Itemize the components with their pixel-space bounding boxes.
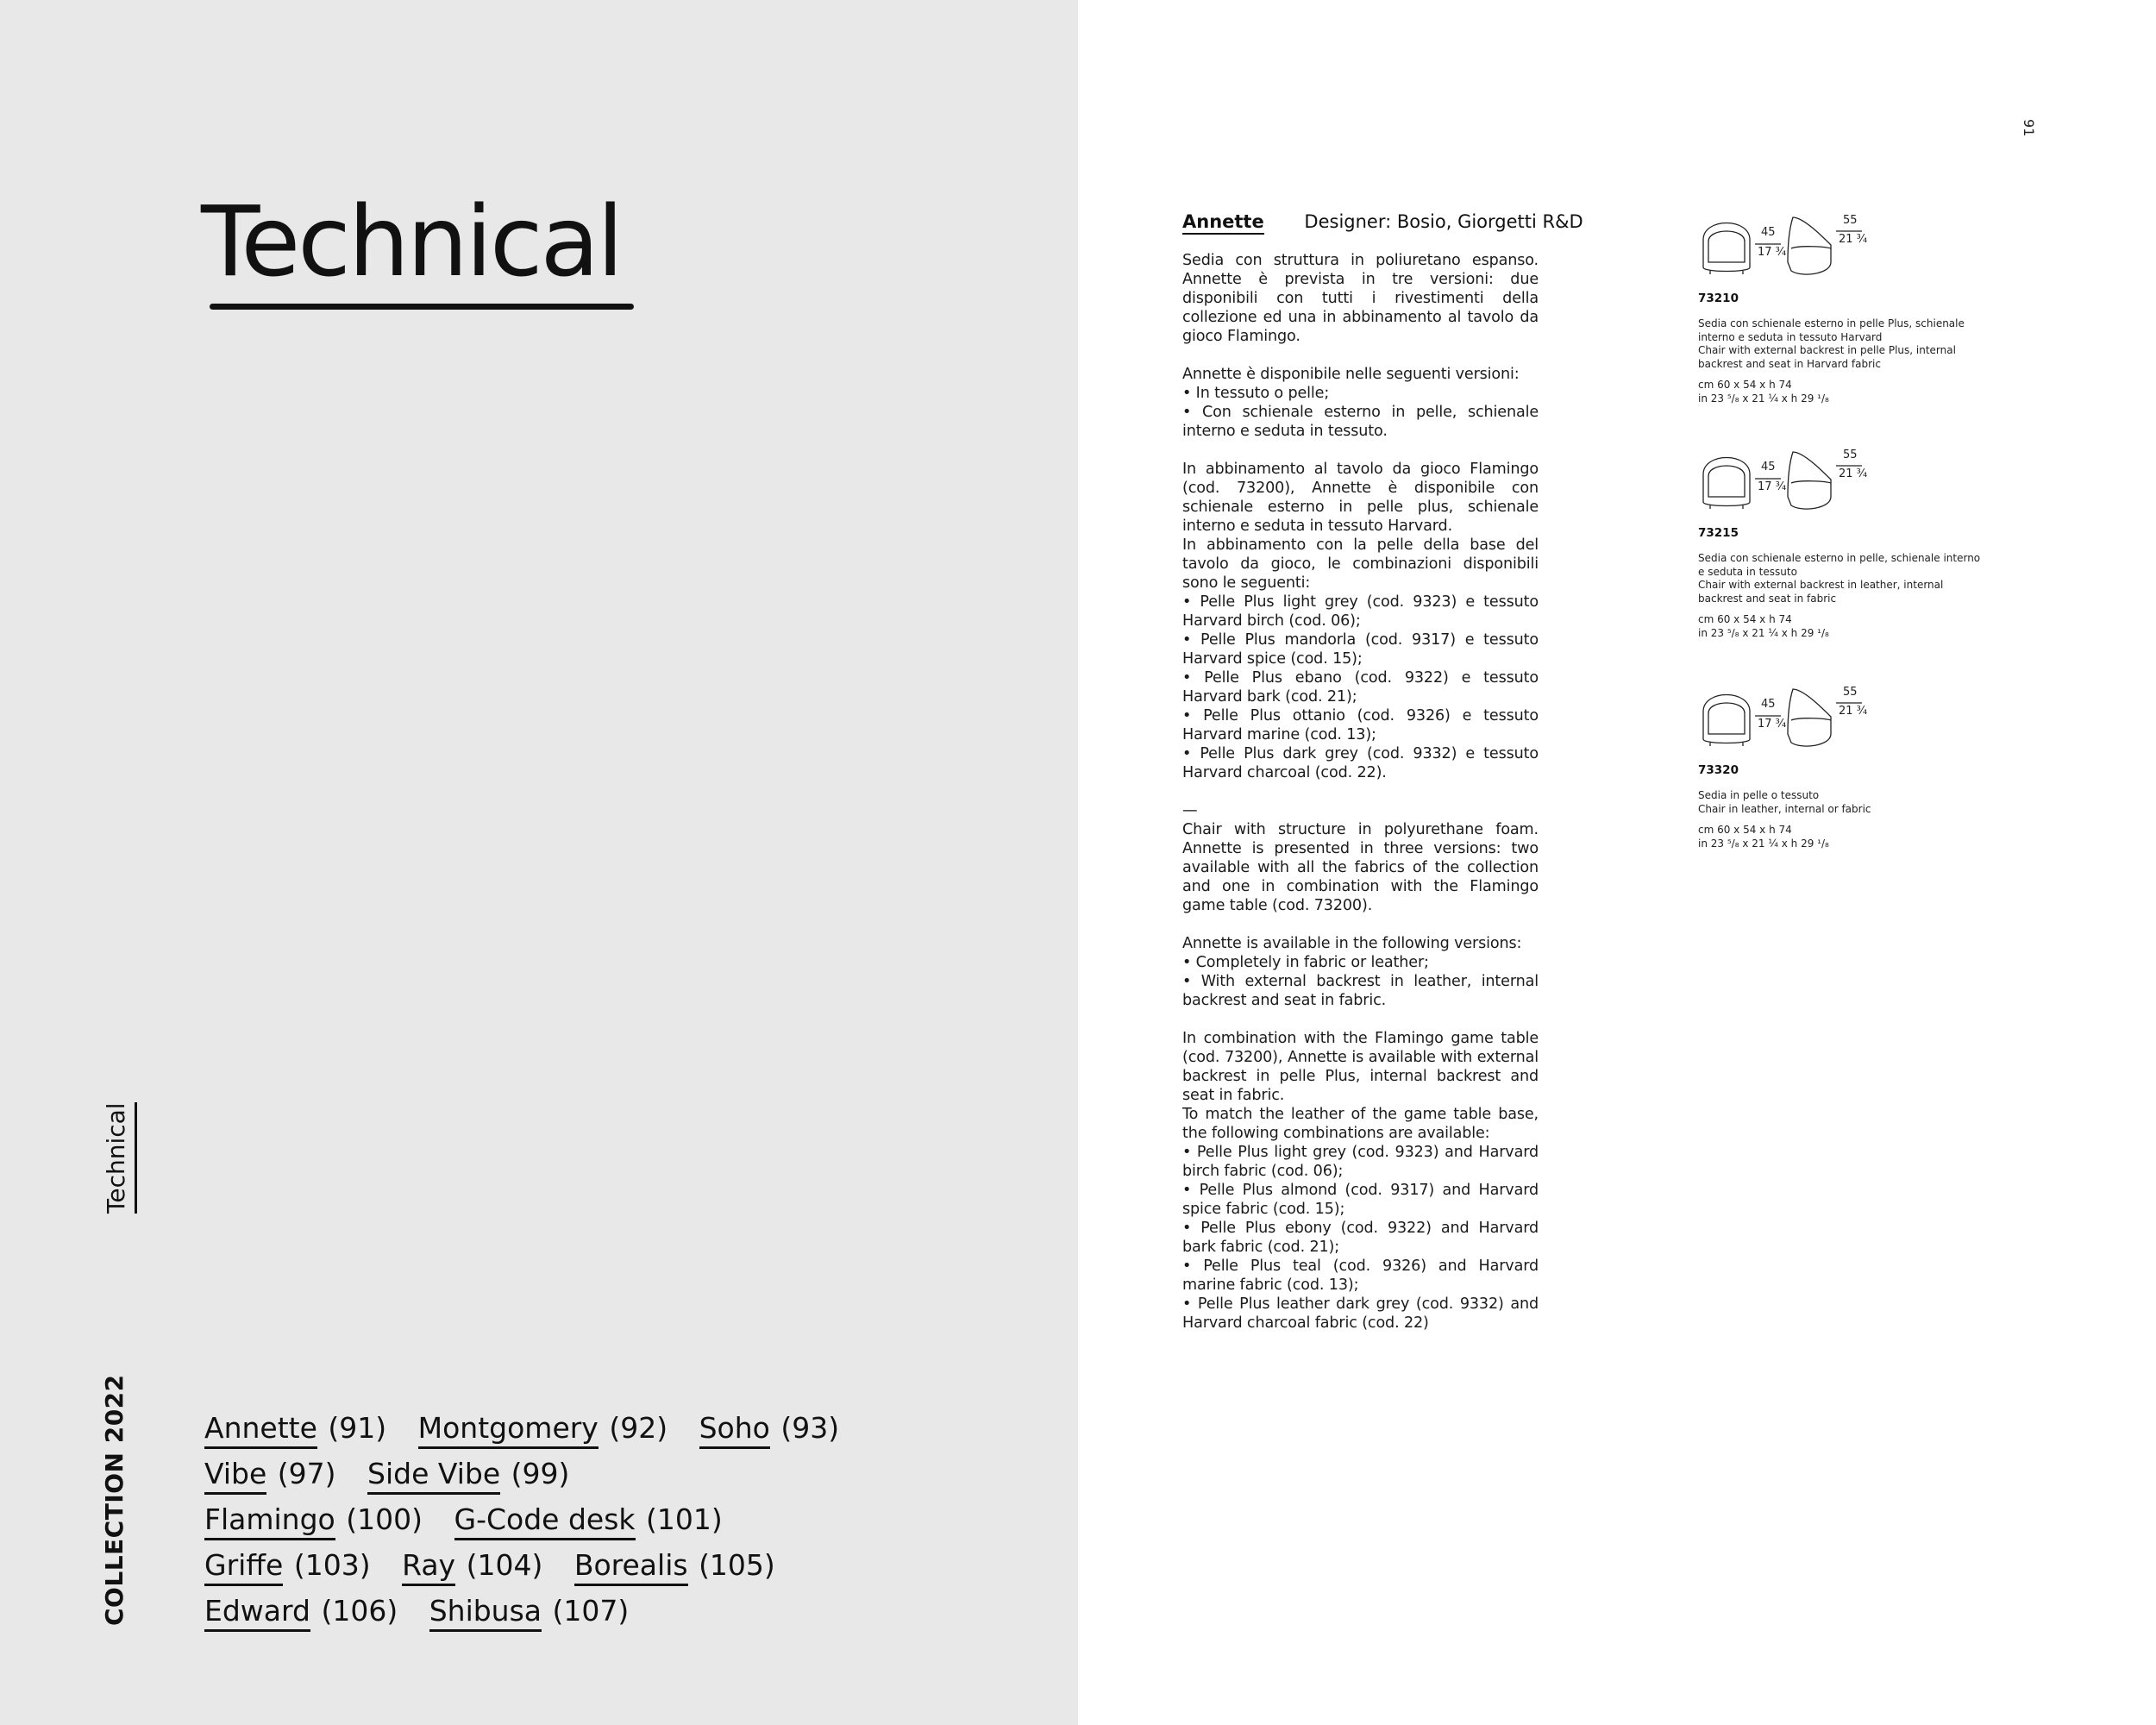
index-link-flamingo[interactable]: Flamingo (100) — [204, 1502, 423, 1536]
dim-depth: 55 — [1843, 448, 1858, 461]
size-cm: cm 60 x 54 x h 74 — [1698, 824, 1792, 836]
index-link-griffe[interactable]: Griffe (103) — [204, 1548, 371, 1582]
dim-depth-inches: 21 ¾ — [1839, 233, 1868, 246]
index-link-montgomery[interactable]: Montgomery (92) — [418, 1411, 667, 1445]
en-paragraph: Chair with structure in polyurethane foam. Annette is presented in three versions: two available with all the fabrics of the collection and one in combination with the Flamingo game table (cod. 73200). — [1182, 821, 1539, 914]
desc-english: Chair with external backrest in leather, internal backrest and seat in fabric — [1698, 579, 1944, 605]
index-link-soho[interactable]: Soho (93) — [699, 1411, 840, 1445]
index-link-ray[interactable]: Ray (104) — [402, 1548, 542, 1582]
product-spec — [1698, 445, 1983, 640]
product-code: 73320 — [1698, 763, 1739, 777]
size-cm: cm 60 x 54 x h 74 — [1698, 379, 1792, 391]
index-link-edward[interactable]: Edward (106) — [204, 1594, 398, 1628]
language-divider: — — [1182, 802, 1198, 819]
size-inches: in 23 ⁵/₈ x 21 ¼ x h 29 ¹/₈ — [1698, 626, 1829, 639]
en-versions: Annette is available in the following versions: • Completely in fabric or leather; • With external backrest in leather, internal backrest and seat in fabric. — [1182, 935, 1539, 1009]
product-index — [204, 1411, 862, 1640]
desc-english: Chair with external backrest in pelle Plus, internal backrest and seat in Harvard fabric — [1698, 344, 1956, 370]
vertical-section-label: Technical — [102, 1102, 137, 1214]
vertical-collection-label: COLLECTION 2022 — [100, 1374, 128, 1626]
dim-width-inches: 17 ¾ — [1758, 718, 1787, 731]
product-spec — [1698, 682, 1983, 850]
page-title: Technical — [201, 186, 622, 298]
dim-width-inches: 17 ¾ — [1758, 480, 1787, 493]
index-row — [204, 1457, 862, 1502]
dim-depth-inches: 21 ¾ — [1839, 467, 1868, 480]
dim-width: 45 — [1761, 461, 1776, 474]
dim-width-inches: 17 ¾ — [1758, 246, 1787, 259]
it-versions: Annette è disponibile nelle seguenti versioni: • In tessuto o pelle; • Con schienale esterno in pelle, schienale interno e seduta in tessuto. — [1182, 366, 1539, 440]
index-link-borealis[interactable]: Borealis (105) — [574, 1548, 775, 1582]
article-text — [1182, 211, 1583, 1333]
index-row — [204, 1502, 862, 1548]
chair-drawing — [1698, 210, 1879, 286]
chair-drawing — [1698, 445, 1879, 521]
dim-depth-inches: 21 ¾ — [1839, 705, 1868, 718]
product-code: 73210 — [1698, 292, 1739, 305]
index-link-annette[interactable]: Annette (91) — [204, 1411, 386, 1445]
dim-depth: 55 — [1843, 214, 1858, 227]
product-code: 73215 — [1698, 526, 1739, 540]
size-cm: cm 60 x 54 x h 74 — [1698, 613, 1792, 625]
dim-width: 45 — [1761, 226, 1776, 239]
size-inches: in 23 ⁵/₈ x 21 ¼ x h 29 ¹/₈ — [1698, 392, 1829, 405]
desc-italian: Sedia in pelle o tessuto — [1698, 789, 1820, 801]
it-paragraph: Sedia con struttura in poliuretano espanso. Annette è prevista in tre versioni: due disponibili con tutti i rivestimenti della collezione ed una in abbinamento al tavolo da gioco Flamingo. — [1182, 252, 1539, 345]
index-link-vibe[interactable]: Vibe (97) — [204, 1457, 336, 1490]
index-link-shibusa[interactable]: Shibusa (107) — [429, 1594, 630, 1628]
desc-italian: Sedia con schienale esterno in pelle, schienale interno e seduta in tessuto — [1698, 552, 1981, 578]
chair-drawing — [1698, 682, 1879, 758]
designer-credit: Designer: Bosio, Giorgetti R&D — [1304, 211, 1583, 232]
index-row — [204, 1548, 862, 1594]
size-inches: in 23 ⁵/₈ x 21 ¼ x h 29 ¹/₈ — [1698, 837, 1829, 850]
index-link-side-vibe[interactable]: Side Vibe (99) — [367, 1457, 569, 1490]
article-heading — [1182, 211, 1583, 232]
desc-italian: Sedia con schienale esterno in pelle Plus, schienale interno e seduta in tessuto Harvard — [1698, 317, 1965, 343]
title-underline — [210, 304, 634, 310]
product-spec — [1698, 210, 1983, 405]
en-combinations: In combination with the Flamingo game table (cod. 73200), Annette is available with external backrest in pelle Plus, internal backrest and seat in fabric. To match the leather of the game table base, the following combinations are available: • Pelle Plus light grey (cod. 9323) and Harvard birch fabric (cod. 06); • Pelle Plus almond (cod. 9317) and Harvard spice fabric (cod. 15); • Pelle Plus ebony (cod. 9322) and Harvard bark fabric (cod. 21); • Pelle Plus teal (cod. 9326) and Harvard marine fabric (cod. 13); • Pelle Plus leather dark grey (cod. 9332) and Harvard charcoal fabric (cod. 22) — [1182, 1030, 1539, 1332]
desc-english: Chair in leather, internal or fabric — [1698, 802, 1871, 815]
page-number: 91 — [2021, 119, 2037, 137]
index-link-g-code-desk[interactable]: G-Code desk (101) — [454, 1502, 723, 1536]
dim-depth: 55 — [1843, 686, 1858, 699]
dim-width: 45 — [1761, 698, 1776, 711]
it-combinations: In abbinamento al tavolo da gioco Flamingo (cod. 73200), Annette è disponibile con schienale esterno in pelle plus, schienale interno e seduta in tessuto Harvard. In abbinamento con la pelle della base del tavolo da gioco, le combinazioni disponibili sono le seguenti: • Pelle Plus light grey (cod. 9323) e tessuto Harvard birch (cod. 06); • Pelle Plus mandorla (cod. 9317) e tessuto Harvard spice (cod. 15); • Pelle Plus ebano (cod. 9322) e tessuto Harvard bark (cod. 21); • Pelle Plus ottanio (cod. 9326) e tessuto Harvard marine (cod. 13); • Pelle Plus dark grey (cod. 9332) e tessuto Harvard charcoal (cod. 22). — [1182, 461, 1539, 781]
index-row — [204, 1594, 862, 1640]
product-name: Annette — [1182, 211, 1264, 235]
index-row — [204, 1411, 862, 1457]
